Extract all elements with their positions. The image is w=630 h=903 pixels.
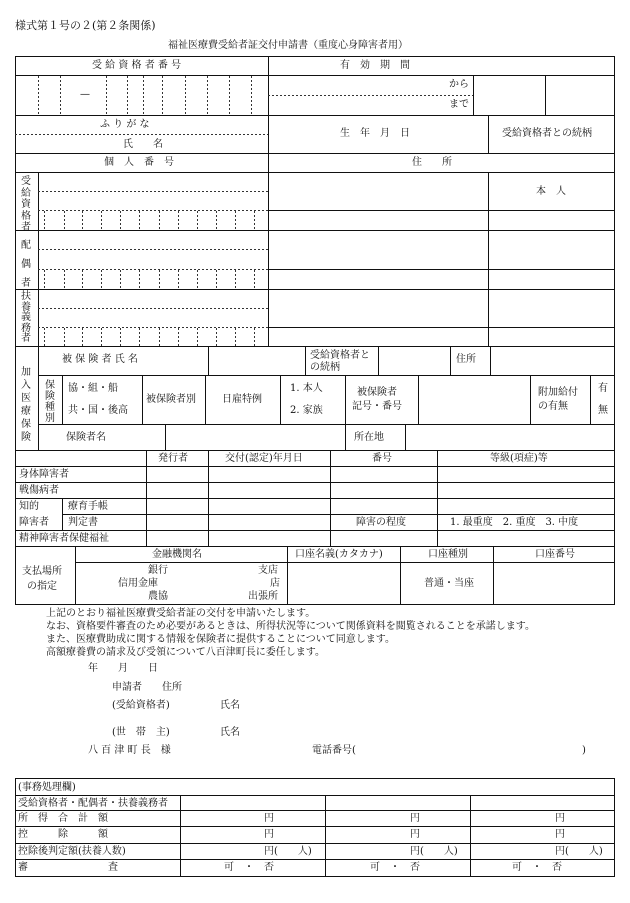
- handbook-label: 療育手帳: [68, 501, 108, 512]
- date-line: 年 月 日: [88, 663, 158, 674]
- account-types: 普通・当座: [424, 578, 474, 589]
- office-text: 出張所: [248, 591, 278, 602]
- form-title: 福祉医療費受給者証交付申請書（重度心身障害者用）: [168, 40, 408, 51]
- validity-label: 有 効 期 間: [340, 60, 410, 71]
- issue-date-label: 交付(認定)年月日: [225, 453, 303, 464]
- phone-label: 電話番号(: [312, 745, 356, 756]
- mental-disability-label: 精神障害者保健福祉: [19, 533, 109, 544]
- relationship-label: 受給資格者との続柄: [502, 128, 592, 139]
- insurance-type-option1: 協・組・船: [68, 383, 118, 394]
- self-label: 本 人: [536, 186, 566, 197]
- credit-text: 信用金庫: [118, 578, 158, 589]
- dependent-vertical-label: 扶 養 義 務 者: [21, 291, 31, 344]
- account-type-label: 口座種別: [428, 549, 468, 560]
- insured-address-label: 住所: [456, 354, 476, 365]
- approve-2: 可 ・ 否: [370, 862, 420, 873]
- branch-text: 支店: [258, 565, 278, 576]
- form-number: 様式第１号の２(第２条関係): [15, 19, 156, 32]
- applicant-name-label: 氏名: [220, 700, 240, 711]
- yen-2-1: 円: [264, 829, 274, 840]
- number-label: 番号: [372, 453, 392, 464]
- degree-label: 障害の程度: [356, 517, 406, 528]
- furigana-label: ふ り が な: [100, 119, 150, 130]
- householder-name-label: 氏名: [220, 727, 240, 738]
- yen-2-2: 円: [410, 829, 420, 840]
- recipient-vertical-label: 受 給 資 格 者: [21, 176, 31, 234]
- intellectual-label-2: 障害者: [19, 517, 49, 528]
- intellectual-label-1: 知的: [19, 501, 39, 512]
- my-number-label: 個 人 番 号: [104, 157, 174, 168]
- additional-benefit-label: 附加給付 の有無: [538, 387, 578, 412]
- insurance-type-option2: 共・国・後高: [68, 405, 128, 416]
- war-injured-label: 戦傷病者: [19, 485, 59, 496]
- after-deduction-label: 控除後判定額(扶養人数): [18, 846, 126, 857]
- address-label: 住 所: [412, 157, 452, 168]
- office-recipient-row: 受給資格者・配偶者・扶養義務者: [18, 798, 168, 809]
- store-text: 店: [270, 578, 280, 589]
- office-header: (事務処理欄): [18, 782, 76, 793]
- payment-location-label: 支払場所 の指定: [22, 566, 62, 592]
- yen-1-1: 円: [264, 813, 274, 824]
- no-label: 無: [598, 405, 608, 416]
- physical-disability-label: 身体障害者: [19, 469, 69, 480]
- location-label: 所在地: [354, 432, 384, 443]
- recipient-number-label: 受 給 資 格 者 番 号: [92, 60, 182, 71]
- birthdate-label: 生 年 月 日: [340, 128, 410, 139]
- insured-relationship-label: 受給資格者との続柄: [310, 350, 370, 373]
- insured-type-label: 被保険者別: [146, 394, 196, 405]
- declaration-line-4: 高額療養費の請求及び受領について八百津町長に委任します。: [46, 647, 325, 658]
- yen-1-2: 円: [410, 813, 420, 824]
- approve-1: 可 ・ 否: [224, 862, 274, 873]
- approve-3: 可 ・ 否: [512, 862, 562, 873]
- insured-symbol-label: 被保険者 記号・番号: [352, 387, 402, 412]
- degree-options: 1. 最重度 2. 重度 3. 中度: [450, 517, 579, 528]
- yen-people-1: 円( 人): [264, 846, 312, 857]
- declaration-line-1: 上記のとおり福祉医療費受給者証の交付を申請いたします。: [46, 608, 316, 619]
- insurer-name-label: 保険者名: [66, 432, 106, 443]
- number-dash: —: [80, 89, 90, 100]
- income-total-label: 所 得 合 計 額: [18, 813, 108, 824]
- bank-name-label: 金融機関名: [152, 549, 202, 560]
- yen-2-3: 円: [555, 829, 565, 840]
- until-label: まで: [449, 99, 469, 110]
- mayor-address: 八 百 津 町 長 様: [88, 745, 171, 756]
- householder-label: (世 帯 主): [112, 727, 170, 738]
- grade-label: 等級(項症)等: [490, 453, 548, 464]
- yen-people-3: 円( 人): [555, 846, 603, 857]
- name-label: 氏 名: [123, 139, 163, 150]
- bank-text: 銀行: [148, 565, 168, 576]
- insurance-vertical-label: 加 入 医 療 保 険: [21, 367, 31, 443]
- certificate-label: 判定書: [68, 517, 98, 528]
- insured-name-label: 被 保 険 者 氏 名: [62, 354, 138, 365]
- yes-label: 有: [598, 383, 608, 394]
- review-label: 審 査: [18, 862, 118, 873]
- deduction-label: 控 除 額: [18, 829, 108, 840]
- account-number-label: 口座番号: [535, 549, 575, 560]
- family-option: 2. 家族: [290, 405, 323, 416]
- day-labor-label: 日雇特例: [222, 394, 262, 405]
- account-holder-label: 口座名義(カタカナ): [295, 549, 383, 560]
- agri-text: 農協: [148, 591, 168, 602]
- yen-1-3: 円: [555, 813, 565, 824]
- issuer-label: 発行者: [158, 453, 188, 464]
- phone-close: ): [582, 745, 586, 756]
- recipient-paren: (受給資格者): [112, 700, 170, 711]
- spouse-vertical-label: 配 偶 者: [21, 240, 31, 289]
- yen-people-2: 円( 人): [410, 846, 458, 857]
- insurance-type-vertical: 保 険 種 別: [45, 380, 55, 424]
- from-label: から: [449, 79, 469, 90]
- declaration-line-2: なお、資格要件審査のため必要があるときは、所得状況等について関係資料を閲覧されることを承諾します。: [46, 621, 535, 632]
- self-option: 1. 本人: [290, 383, 323, 394]
- applicant-label: 申請者 住所: [112, 682, 182, 693]
- declaration-line-3: また、医療費助成に関する情報を保険者に提供することについて同意します。: [46, 634, 395, 645]
